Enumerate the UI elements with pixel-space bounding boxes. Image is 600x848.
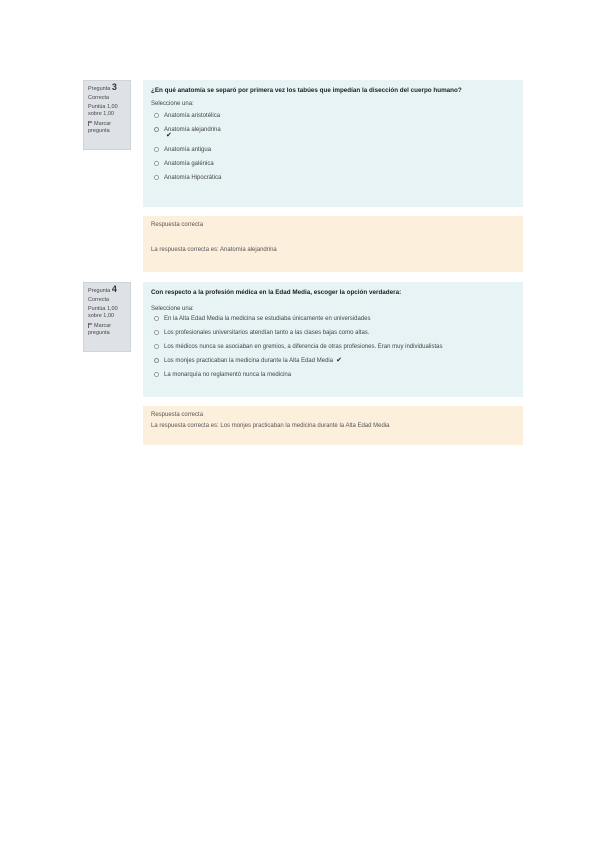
question-label: Pregunta	[88, 288, 111, 294]
select-prompt: Seleccione una:	[151, 306, 194, 312]
feedback-text: La respuesta correcta es: Anatomía alejandrina	[151, 247, 277, 253]
feedback-title: Respuesta correcta	[151, 412, 204, 418]
answer-option[interactable]: Los profesionales universitarios atendían tanto a las clases bajas como altas.	[151, 326, 515, 340]
flag-question-link[interactable]: Marcar pregunta	[88, 121, 112, 134]
radio-button-selected[interactable]	[154, 127, 159, 132]
radio-button[interactable]	[154, 175, 159, 180]
radio-button-selected[interactable]	[154, 358, 159, 363]
answer-option[interactable]: Anatomía aristotélica	[151, 109, 515, 123]
question-number-value: 4	[111, 284, 117, 294]
question-text: Con respecto a la profesión médica en la Edad Media, escoger la opción verdadera:	[151, 289, 402, 296]
answer-option[interactable]: Anatomía alejandrina ✔	[151, 123, 515, 143]
answer-option[interactable]: Anatomía Hipocrática	[151, 171, 515, 185]
answer-option[interactable]: En la Alta Edad Media la medicina se estudiaba únicamente en universidades	[151, 312, 515, 326]
question-label: Pregunta	[88, 86, 111, 92]
answer-option[interactable]: La monarquía no reglamentó nunca la medicina	[151, 368, 515, 382]
answer-option[interactable]: Los médicos nunca se asociaban en gremios, a diferencia de otras profesiones. Eran muy individualistas	[151, 340, 515, 354]
question-number	[88, 84, 126, 93]
question-info	[83, 80, 131, 150]
radio-button[interactable]	[154, 372, 159, 377]
select-prompt: Seleccione una:	[151, 101, 194, 107]
flag-icon	[88, 323, 93, 328]
answer-option[interactable]: Anatomía galénica	[151, 157, 515, 171]
radio-button[interactable]	[154, 344, 159, 349]
radio-button[interactable]	[154, 147, 159, 152]
feedback-title: Respuesta correcta	[151, 222, 204, 228]
question-marks: Puntúa 1,00 sobre 1,00	[88, 306, 118, 319]
question-number-value: 3	[111, 82, 117, 92]
question-state: Correcta	[88, 297, 110, 303]
correct-check-icon: ✔	[336, 357, 342, 364]
question-info	[83, 282, 131, 352]
flag-question-link[interactable]: Marcar pregunta	[88, 323, 112, 336]
feedback-box	[143, 216, 523, 272]
question-marks: Puntúa 1,00 sobre 1,00	[88, 104, 118, 117]
radio-button[interactable]	[154, 161, 159, 166]
radio-button[interactable]	[154, 330, 159, 335]
question-number	[88, 286, 126, 295]
answer-options	[151, 312, 515, 382]
question-text: ¿En qué anatomía se separó por primera vez los tabúes que impedían la disección del cuerpo humano?	[151, 87, 462, 94]
question-content	[143, 282, 523, 397]
feedback-text: La respuesta correcta es: Los monjes practicaban la medicina durante la Alta Edad Media	[151, 423, 390, 429]
answer-option[interactable]: Anatomía antigua	[151, 143, 515, 157]
feedback-box	[143, 406, 523, 445]
question-content	[143, 80, 523, 207]
correct-check-icon: ✔	[166, 132, 172, 139]
radio-button[interactable]	[154, 316, 159, 321]
radio-button[interactable]	[154, 113, 159, 118]
flag-icon	[88, 121, 93, 126]
question-state: Correcta	[88, 95, 110, 101]
answer-option[interactable]: Los monjes practicaban la medicina durante la Alta Edad Media ✔	[151, 354, 515, 368]
answer-options	[151, 109, 515, 185]
